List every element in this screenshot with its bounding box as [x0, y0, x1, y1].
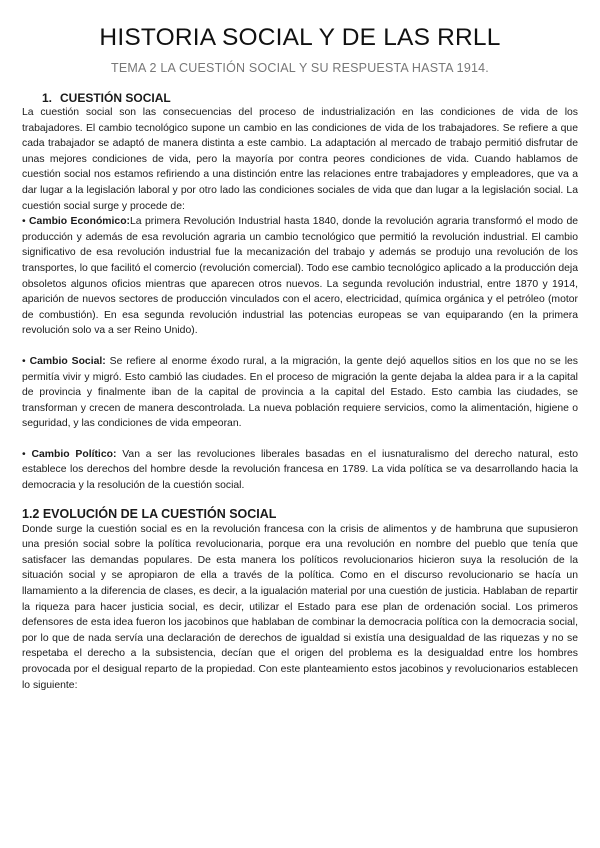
political-change-text: Van a ser las revoluciones liberales basadas en el iusnaturalismo del derecho natural, esto establece los derechos del hombre desde la revolución francesa en 1789. La vida política se va desarrollando hacia la democracia y la resolución de la cuestión social. — [22, 448, 579, 492]
section-1-heading — [42, 91, 578, 105]
document-subtitle: TEMA 2 LA CUESTIÓN SOCIAL Y SU RESPUESTA HASTA 1914. — [111, 61, 489, 75]
bullet-economic-change — [22, 214, 578, 339]
economic-change-text: La primera Revolución Industrial hasta 1840, donde la revolución agraria transformó el modo de producción y además de esa revolución agraria un cambio tecnológico que permitió la revolución industrial. El cambio significativo de esa revolución industrial fue la mecanización del trabajo y además se produjo una revolución de los transportes, lo que facilitó el comercio (revolución comercial). Todo ese cambio tecnológico aplicado a la producción deja obsoletos algunos oficios mientras que aparecen otros nuevos. La segunda revolución industrial, entre 1870 y 1914, aparición de nuevos sectores de producción vinculados con el acero, electricidad, química orgánica y el petróleo (motor de combustión). En esa segunda revolución industrial las potencias europeas se van equiparando (en la primera revolución solo va a ser Reino Unido). — [22, 216, 579, 337]
section-2-heading: 1.2 EVOLUCIÓN DE LA CUESTIÓN SOCIAL — [22, 506, 277, 521]
bullet-icon: • — [22, 355, 26, 367]
bullet-social-change — [22, 354, 578, 432]
document-title: HISTORIA SOCIAL Y DE LAS RRLL — [99, 24, 501, 51]
section-1-number: 1. — [42, 91, 53, 105]
economic-change-label: Cambio Económico: — [29, 216, 131, 228]
political-change-label: Cambio Político: — [31, 448, 117, 460]
bullet-political-change — [22, 447, 578, 494]
section-1-title: CUESTIÓN SOCIAL — [60, 91, 171, 105]
section-2-text: Donde surge la cuestión social es en la revolución francesa con la crisis de alimentos y de hambruna que supusieron una presión social sobre la política revolucionaria, porque era una revolución en nombre del pueblo que tenía que satisfacer las demandas populares. De esta manera los políticos revolucionarios hicieron suya la resolución de la situación social y se apropiaron de ella a través de la política. Como en el discurso revolucionario se hacía un llamamiento a la diferencia de clases, es decir, a la igualación material por una cuestión de justicia. Hablaban de repartir la riqueza para hacer justicia social, es decir, utilizar el Estado para ese plan de ordenación social. Los primeros defensores de esta idea fueron los jacobinos que hablaban de combinar la democracia política con la democracia social, por lo que de nada servía una declaración de derechos de igualdad si existía una desigualdad de las riquezas y no se respetaba el derecho a la subsistencia, decían que el origen del problema es la desigualdad entre los hombres provocada por el desigual reparto de la propiedad. Con este planteamiento estos jacobinos y revolucionarios establecen lo siguiente: — [22, 523, 578, 691]
social-change-text: Se refiere al enorme éxodo rural, a la migración, la gente dejó aquellos sitios en los que no se les permitía vivir y migró. Esto cambió las ciudades. En el proceso de migración la gente dejaba la aldea para ir a la capital de provincia y finalmente iban de la capital de provincia a la capital del Estado. Esto cambia las ciudades, se transforman y crecen de manera descontrolada. La nueva población requiere servicios, como la alimentación, higiene o seguridad, y las condiciones de vida empeoran. — [22, 355, 578, 430]
section-1-intro: La cuestión social son las consecuencias del proceso de industrialización en las condiciones de vida de los trabajadores. El cambio tecnológico supone un cambio en las condiciones de vida de los trabajadores. Se refiere a que cada trabajador se adaptó de manera distinta a este cambio. La adaptación al mercado de trabajo permitió disfrutar de unas mejores condiciones de vida, pero la mayoría por contra peores condiciones de vida. Cuando hablamos de cuestión social nos estamos refiriendo a una distinción entre las relaciones entre trabajadores y empleadores, que va a dar lugar a la legislación laboral y por otro lado las condiciones sociales de vida que dan lugar a la legislación social. La cuestión social surge y procede de: — [22, 107, 578, 212]
bullet-icon: • — [22, 448, 26, 460]
bullet-icon: • — [22, 216, 26, 228]
social-change-label: Cambio Social: — [29, 355, 106, 367]
